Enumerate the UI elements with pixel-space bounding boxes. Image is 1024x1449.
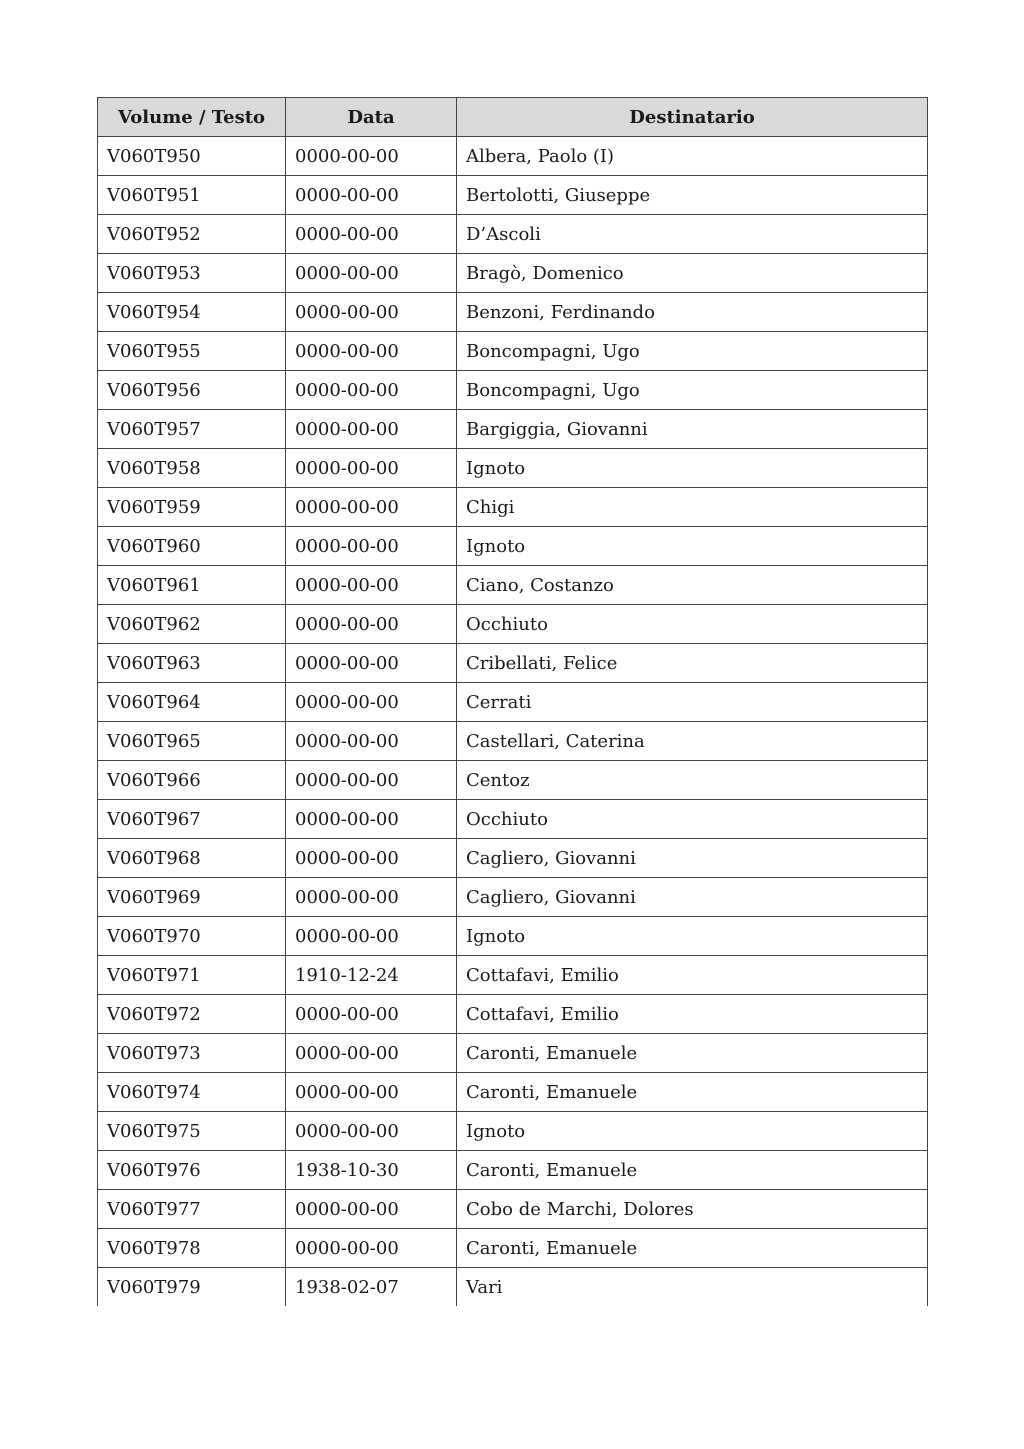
cell-destinatario: Boncompagni, Ugo — [457, 371, 928, 410]
cell-destinatario: Cottafavi, Emilio — [457, 956, 928, 995]
cell-destinatario: Benzoni, Ferdinando — [457, 293, 928, 332]
cell-data: 0000-00-00 — [286, 449, 457, 488]
table-row — [98, 995, 928, 1034]
table-row — [98, 332, 928, 371]
table-row — [98, 1190, 928, 1229]
table-row — [98, 566, 928, 605]
cell-destinatario: Cobo de Marchi, Dolores — [457, 1190, 928, 1229]
cell-destinatario: Castellari, Caterina — [457, 722, 928, 761]
cell-volume-testo: V060T977 — [98, 1190, 286, 1229]
cell-volume-testo: V060T957 — [98, 410, 286, 449]
cell-destinatario: Ignoto — [457, 449, 928, 488]
cell-destinatario: Cagliero, Giovanni — [457, 839, 928, 878]
cell-data: 0000-00-00 — [286, 293, 457, 332]
table-row — [98, 488, 928, 527]
table-row — [98, 917, 928, 956]
table-row — [98, 371, 928, 410]
table-row — [98, 254, 928, 293]
table-row — [98, 1034, 928, 1073]
cell-data: 0000-00-00 — [286, 1073, 457, 1112]
cell-data: 0000-00-00 — [286, 566, 457, 605]
cell-data: 0000-00-00 — [286, 176, 457, 215]
cell-destinatario: Ignoto — [457, 917, 928, 956]
cell-destinatario: Caronti, Emanuele — [457, 1229, 928, 1268]
cell-volume-testo: V060T950 — [98, 137, 286, 176]
cell-data: 0000-00-00 — [286, 1034, 457, 1073]
table-row — [98, 449, 928, 488]
cell-data: 0000-00-00 — [286, 644, 457, 683]
table-row — [98, 722, 928, 761]
cell-data: 0000-00-00 — [286, 917, 457, 956]
cell-destinatario: Ciano, Costanzo — [457, 566, 928, 605]
cell-volume-testo: V060T979 — [98, 1268, 286, 1307]
cell-destinatario: D’Ascoli — [457, 215, 928, 254]
cell-data: 0000-00-00 — [286, 215, 457, 254]
cell-volume-testo: V060T954 — [98, 293, 286, 332]
cell-volume-testo: V060T959 — [98, 488, 286, 527]
table-row — [98, 1229, 928, 1268]
cell-destinatario: Chigi — [457, 488, 928, 527]
cell-volume-testo: V060T968 — [98, 839, 286, 878]
cell-volume-testo: V060T952 — [98, 215, 286, 254]
cell-destinatario: Cottafavi, Emilio — [457, 995, 928, 1034]
table-row — [98, 1151, 928, 1190]
table-row — [98, 956, 928, 995]
cell-volume-testo: V060T963 — [98, 644, 286, 683]
table-row — [98, 527, 928, 566]
cell-data: 0000-00-00 — [286, 1190, 457, 1229]
table-row — [98, 176, 928, 215]
cell-volume-testo: V060T976 — [98, 1151, 286, 1190]
cell-data: 0000-00-00 — [286, 800, 457, 839]
cell-data: 1938-10-30 — [286, 1151, 457, 1190]
table-row — [98, 839, 928, 878]
cell-destinatario: Caronti, Emanuele — [457, 1151, 928, 1190]
cell-data: 0000-00-00 — [286, 137, 457, 176]
cell-data: 0000-00-00 — [286, 254, 457, 293]
table-row — [98, 1112, 928, 1151]
cell-volume-testo: V060T956 — [98, 371, 286, 410]
table-row — [98, 215, 928, 254]
table-header-row — [98, 98, 928, 137]
cell-data: 0000-00-00 — [286, 488, 457, 527]
cell-destinatario: Cagliero, Giovanni — [457, 878, 928, 917]
table-row — [98, 644, 928, 683]
cell-data: 0000-00-00 — [286, 1229, 457, 1268]
cell-destinatario: Ignoto — [457, 1112, 928, 1151]
cell-data: 0000-00-00 — [286, 1112, 457, 1151]
header-destinatario: Destinatario — [457, 98, 928, 137]
cell-destinatario: Boncompagni, Ugo — [457, 332, 928, 371]
cell-destinatario: Cribellati, Felice — [457, 644, 928, 683]
cell-destinatario: Bargiggia, Giovanni — [457, 410, 928, 449]
cell-data: 0000-00-00 — [286, 839, 457, 878]
cell-data: 1910-12-24 — [286, 956, 457, 995]
cell-data: 1938-02-07 — [286, 1268, 457, 1307]
cell-volume-testo: V060T958 — [98, 449, 286, 488]
header-volume-testo: Volume / Testo — [98, 98, 286, 137]
cell-volume-testo: V060T975 — [98, 1112, 286, 1151]
table-row — [98, 293, 928, 332]
cell-destinatario: Bragò, Domenico — [457, 254, 928, 293]
table-row — [98, 761, 928, 800]
cell-volume-testo: V060T960 — [98, 527, 286, 566]
cell-destinatario: Bertolotti, Giuseppe — [457, 176, 928, 215]
cell-destinatario: Albera, Paolo (I) — [457, 137, 928, 176]
header-data: Data — [286, 98, 457, 137]
cell-data: 0000-00-00 — [286, 995, 457, 1034]
cell-data: 0000-00-00 — [286, 371, 457, 410]
cell-volume-testo: V060T967 — [98, 800, 286, 839]
letters-table — [97, 97, 928, 1306]
cell-destinatario: Vari — [457, 1268, 928, 1307]
cell-data: 0000-00-00 — [286, 605, 457, 644]
cell-volume-testo: V060T970 — [98, 917, 286, 956]
cell-destinatario: Cerrati — [457, 683, 928, 722]
cell-volume-testo: V060T951 — [98, 176, 286, 215]
cell-data: 0000-00-00 — [286, 761, 457, 800]
cell-destinatario: Centoz — [457, 761, 928, 800]
table-row — [98, 1268, 928, 1307]
cell-volume-testo: V060T965 — [98, 722, 286, 761]
cell-volume-testo: V060T962 — [98, 605, 286, 644]
table-row — [98, 137, 928, 176]
cell-destinatario: Occhiuto — [457, 605, 928, 644]
table-body — [98, 137, 928, 1307]
cell-volume-testo: V060T961 — [98, 566, 286, 605]
cell-destinatario: Occhiuto — [457, 800, 928, 839]
table-row — [98, 605, 928, 644]
cell-volume-testo: V060T953 — [98, 254, 286, 293]
cell-data: 0000-00-00 — [286, 878, 457, 917]
table-row — [98, 410, 928, 449]
cell-volume-testo: V060T966 — [98, 761, 286, 800]
table-row — [98, 1073, 928, 1112]
cell-volume-testo: V060T969 — [98, 878, 286, 917]
cell-data: 0000-00-00 — [286, 332, 457, 371]
cell-data: 0000-00-00 — [286, 410, 457, 449]
cell-volume-testo: V060T971 — [98, 956, 286, 995]
cell-destinatario: Ignoto — [457, 527, 928, 566]
table-row — [98, 683, 928, 722]
table-row — [98, 800, 928, 839]
cell-volume-testo: V060T973 — [98, 1034, 286, 1073]
cell-volume-testo: V060T978 — [98, 1229, 286, 1268]
cell-destinatario: Caronti, Emanuele — [457, 1073, 928, 1112]
cell-data: 0000-00-00 — [286, 722, 457, 761]
cell-volume-testo: V060T974 — [98, 1073, 286, 1112]
cell-data: 0000-00-00 — [286, 527, 457, 566]
cell-volume-testo: V060T964 — [98, 683, 286, 722]
cell-destinatario: Caronti, Emanuele — [457, 1034, 928, 1073]
cell-volume-testo: V060T955 — [98, 332, 286, 371]
cell-volume-testo: V060T972 — [98, 995, 286, 1034]
table-row — [98, 878, 928, 917]
cell-data: 0000-00-00 — [286, 683, 457, 722]
